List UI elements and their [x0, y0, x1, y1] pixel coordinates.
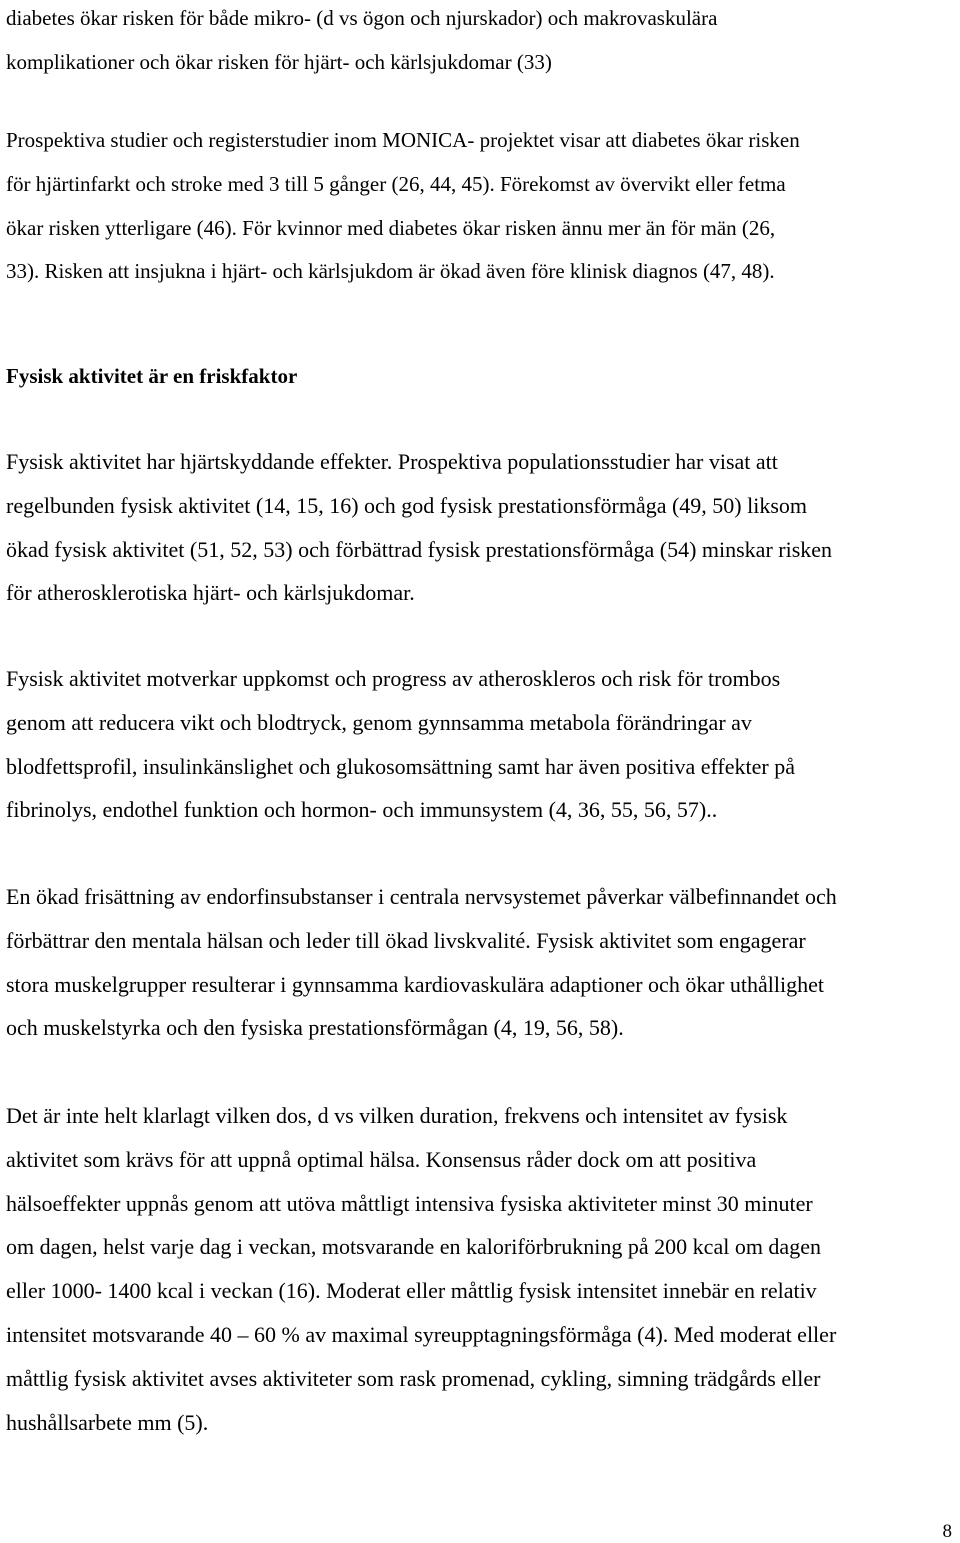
- paragraph-line: regelbunden fysisk aktivitet (14, 15, 16) och god fysisk prestationsförmåga (49, 50) liksom: [6, 492, 808, 518]
- paragraph-line: eller 1000- 1400 kcal i veckan (16). Moderat eller måttlig fysisk intensitet innebär en relativ: [6, 1278, 817, 1304]
- paragraph-line: komplikationer och ökar risken för hjärt- och kärlsjukdomar (33): [6, 49, 552, 74]
- paragraph-line: för atherosklerotiska hjärt- och kärlsjukdomar.: [6, 580, 415, 606]
- paragraph-line: blodfettsprofil, insulinkänslighet och glukosomsättning samt har även positiva effekter på: [6, 753, 795, 779]
- paragraph-line: ökad fysisk aktivitet (51, 52, 53) och förbättrad fysisk prestationsförmåga (54) minskar risken: [6, 536, 833, 562]
- paragraph-line: genom att reducera vikt och blodtryck, genom gynnsamma metabola förändringar av: [6, 709, 752, 735]
- paragraph-line: Det är inte helt klarlagt vilken dos, d vs vilken duration, frekvens och intensitet av fysisk: [6, 1103, 788, 1128]
- section-heading: Fysisk aktivitet är en friskfaktor: [6, 364, 298, 388]
- paragraph-line: diabetes ökar risken för både mikro- (d vs ögon och njurskador) och makrovaskulära: [6, 6, 718, 30]
- paragraph-line: och muskelstyrka och den fysiska prestationsförmågan (4, 19, 56, 58).: [6, 1015, 624, 1041]
- paragraph-line: för hjärtinfarkt och stroke med 3 till 5 gånger (26, 44, 45). Förekomst av övervikt eller fetma: [6, 171, 786, 196]
- paragraph-line: stora muskelgrupper resulterar i gynnsamma kardiovaskulära adaptioner och ökar uthållighet: [6, 971, 825, 997]
- paragraph-line: måttlig fysisk aktivitet avses aktiviteter som rask promenad, cykling, simning trädgårds eller: [6, 1365, 821, 1391]
- paragraph-endorphins: [6, 875, 837, 1050]
- paragraph-line: Fysisk aktivitet motverkar uppkomst och progress av atheroskleros och risk för trombos: [6, 666, 781, 691]
- paragraph-dose-intensity: [6, 1094, 836, 1444]
- paragraph-line: Prospektiva studier och registerstudier inom MONICA- projektet visar att diabetes ökar risken: [6, 128, 800, 152]
- page-number: 8: [942, 1521, 952, 1542]
- paragraph-atherosclerosis: [6, 657, 795, 832]
- paragraph-cardioprotective-effects: [6, 440, 832, 615]
- paragraph-line: Fysisk aktivitet har hjärtskyddande effekter. Prospektiva populationsstudier har visat att: [6, 449, 778, 474]
- paragraph-line: En ökad frisättning av endorfinsubstanser i centrala nervsystemet påverkar välbefinnandet och: [6, 884, 837, 909]
- paragraph-line: om dagen, helst varje dag i veckan, motsvarande en kaloriförbrukning på 200 kcal om dagen: [6, 1234, 821, 1260]
- paragraph-diabetes-complications: [6, 0, 717, 85]
- paragraph-monica-studies: [6, 119, 800, 294]
- paragraph-line: hushållsarbete mm (5).: [6, 1409, 209, 1435]
- paragraph-line: aktivitet som krävs för att uppnå optimal hälsa. Konsensus råder dock om att positiva: [6, 1146, 757, 1172]
- paragraph-line: 33). Risken att insjukna i hjärt- och kärlsjukdom är ökad även före klinisk diagnos (47, 48).: [6, 259, 775, 284]
- paragraph-line: intensitet motsvarande 40 – 60 % av maximal syreupptagningsförmåga (4). Med moderat eller: [6, 1321, 837, 1347]
- paragraph-line: förbättrar den mentala hälsan och leder till ökad livskvalité. Fysisk aktivitet som engagerar: [6, 927, 806, 953]
- paragraph-line: hälsoeffekter uppnås genom att utöva måttligt intensiva fysiska aktiviteter minst 30 minuter: [6, 1190, 813, 1216]
- paragraph-line: ökar risken ytterligare (46). För kvinnor med diabetes ökar risken ännu mer än för män (26,: [6, 215, 776, 240]
- paragraph-line: fibrinolys, endothel funktion och hormon- och immunsystem (4, 36, 55, 56, 57)..: [6, 797, 718, 823]
